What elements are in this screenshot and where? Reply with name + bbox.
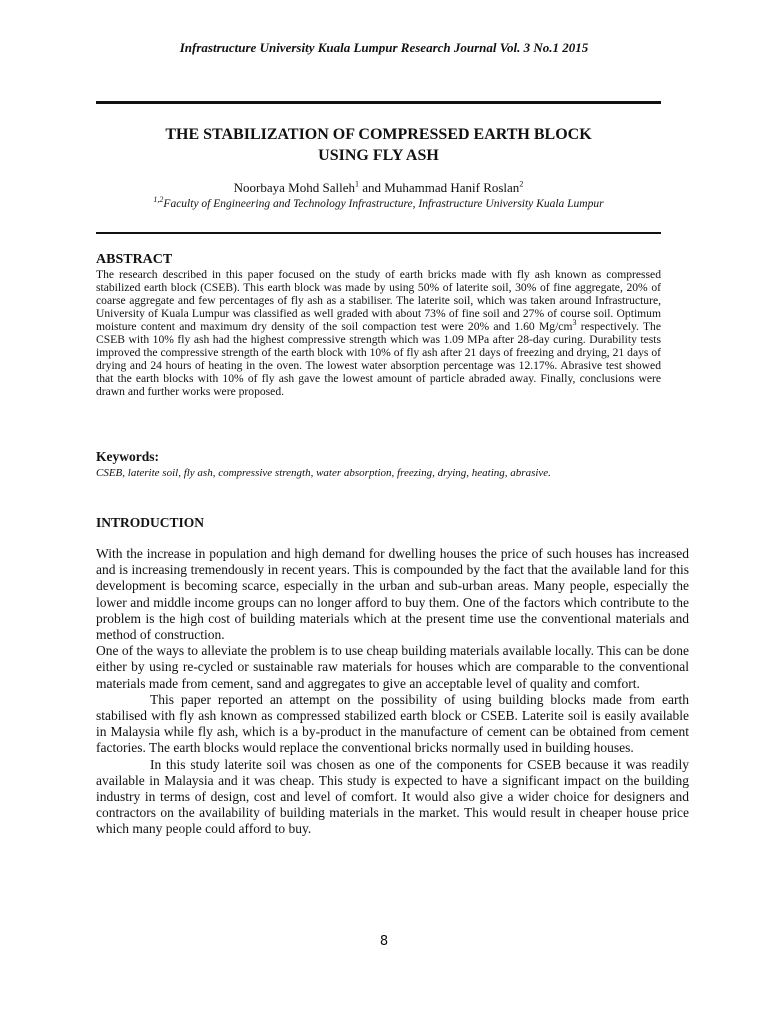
abstract-text-part-2: respectively. The CSEB with 10% fly ash had the highest compressive strength which was 1.09 MPa after 28-day curing. Durability tests improved the compressive strength of the earth block with 10% of fly ash after 21 days of freezing and drying, 21 days of drying and 24 hours of heating in the oven. The lowest water absorption percentage was 12.17%. Abrasive test showed that the earth blocks with 10% of fly ash gave the lowest amount of particle abraded away. Finally, conclusions were drawn and further works were proposed. (96, 320, 661, 398)
intro-paragraph-3: This paper reported an attempt on the possibility of using building blocks made from earth stabilised with fly ash known as compressed stabilized earth block or CSEB. Laterite soil is easily available in Malaysia while fly ash, which is a by-product in the manufacture of cement can be obtained from cement factories. The earth blocks would replace the conventional bricks normally used in building houses. (96, 691, 689, 756)
author-line (96, 180, 661, 196)
title-line-1: THE STABILIZATION OF COMPRESSED EARTH BLOCK (165, 126, 592, 143)
author-2: Muhammad Hanif Roslan (384, 180, 520, 195)
affiliation-text: Faculty of Engineering and Technology Infrastructure, Infrastructure University Kuala Lumpur (163, 198, 604, 210)
title-line-2: USING FLY ASH (318, 147, 439, 164)
author-connector: and (358, 180, 385, 195)
paper-title (96, 124, 661, 166)
introduction-body (96, 546, 689, 838)
bottom-rule (96, 232, 661, 234)
author-1-superscript: 1 (354, 179, 359, 189)
intro-paragraph-2: One of the ways to alleviate the problem is to use cheap building materials available locally. This can be done either by using re-cycled or sustainable raw materials for houses which are comparable to the conventional materials made from cement, sand and aggregates to give an acceptable level of quality and comfort. (96, 643, 689, 691)
abstract-heading: ABSTRACT (96, 252, 173, 267)
abstract-text-part-1: The research described in this paper focused on the study of earth bricks made with fly ash known as compressed stabilized earth block (CSEB). This earth block was made by using 50% of laterite soil, 30% of fine aggregate, 20% of coarse aggregate and few percentages of fly ash as a stabiliser. The laterite soil, which was taken around Infrastructure, University of Kuala Lumpur was classified as well graded with about 73% of fine soil and 27% of course soil. Optimum moisture content and maximum dry density of the soil compaction test were 20% and 1.60 Mg/cm (96, 268, 661, 333)
abstract-superscript: 3 (572, 318, 577, 328)
author-1: Noorbaya Mohd Salleh (233, 180, 355, 195)
intro-paragraph-4: In this study laterite soil was chosen as one of the components for CSEB because it was readily available in Malaysia and it was cheap. This study is expected to have a significant impact on the building industry in terms of design, cost and level of comfort. It would also give a wider choice for designers and contractors on the availability of building materials in the market. This would result in cheaper house price which many people could afford to buy. (96, 756, 689, 837)
author-2-superscript: 2 (519, 179, 524, 189)
introduction-heading: INTRODUCTION (96, 515, 205, 530)
journal-header: Infrastructure University Kuala Lumpur Research Journal Vol. 3 No.1 2015 (179, 40, 589, 55)
affiliation-superscript: 1,2 (153, 195, 164, 205)
keywords-text: CSEB, laterite soil, fly ash, compressive strength, water absorption, freezing, drying, heating, abrasive. (96, 467, 551, 479)
abstract-text (96, 268, 661, 398)
keywords-heading: Keywords: (96, 449, 159, 464)
page-number: 8 (379, 934, 389, 949)
intro-paragraph-1: With the increase in population and high demand for dwelling houses the price of such houses has increased and is increasing tremendously in recent years. This is compounded by the fact that the available land for this development is becoming scarce, especially in the urban and sub-urban areas. Many people, especially the lower and middle income groups can no longer afford to buy them. One of the factors which contribute to the problem is the high cost of building materials which at the present time use the conventional materials and method of construction. (96, 546, 689, 643)
affiliation (96, 195, 661, 210)
top-rule (96, 101, 661, 104)
